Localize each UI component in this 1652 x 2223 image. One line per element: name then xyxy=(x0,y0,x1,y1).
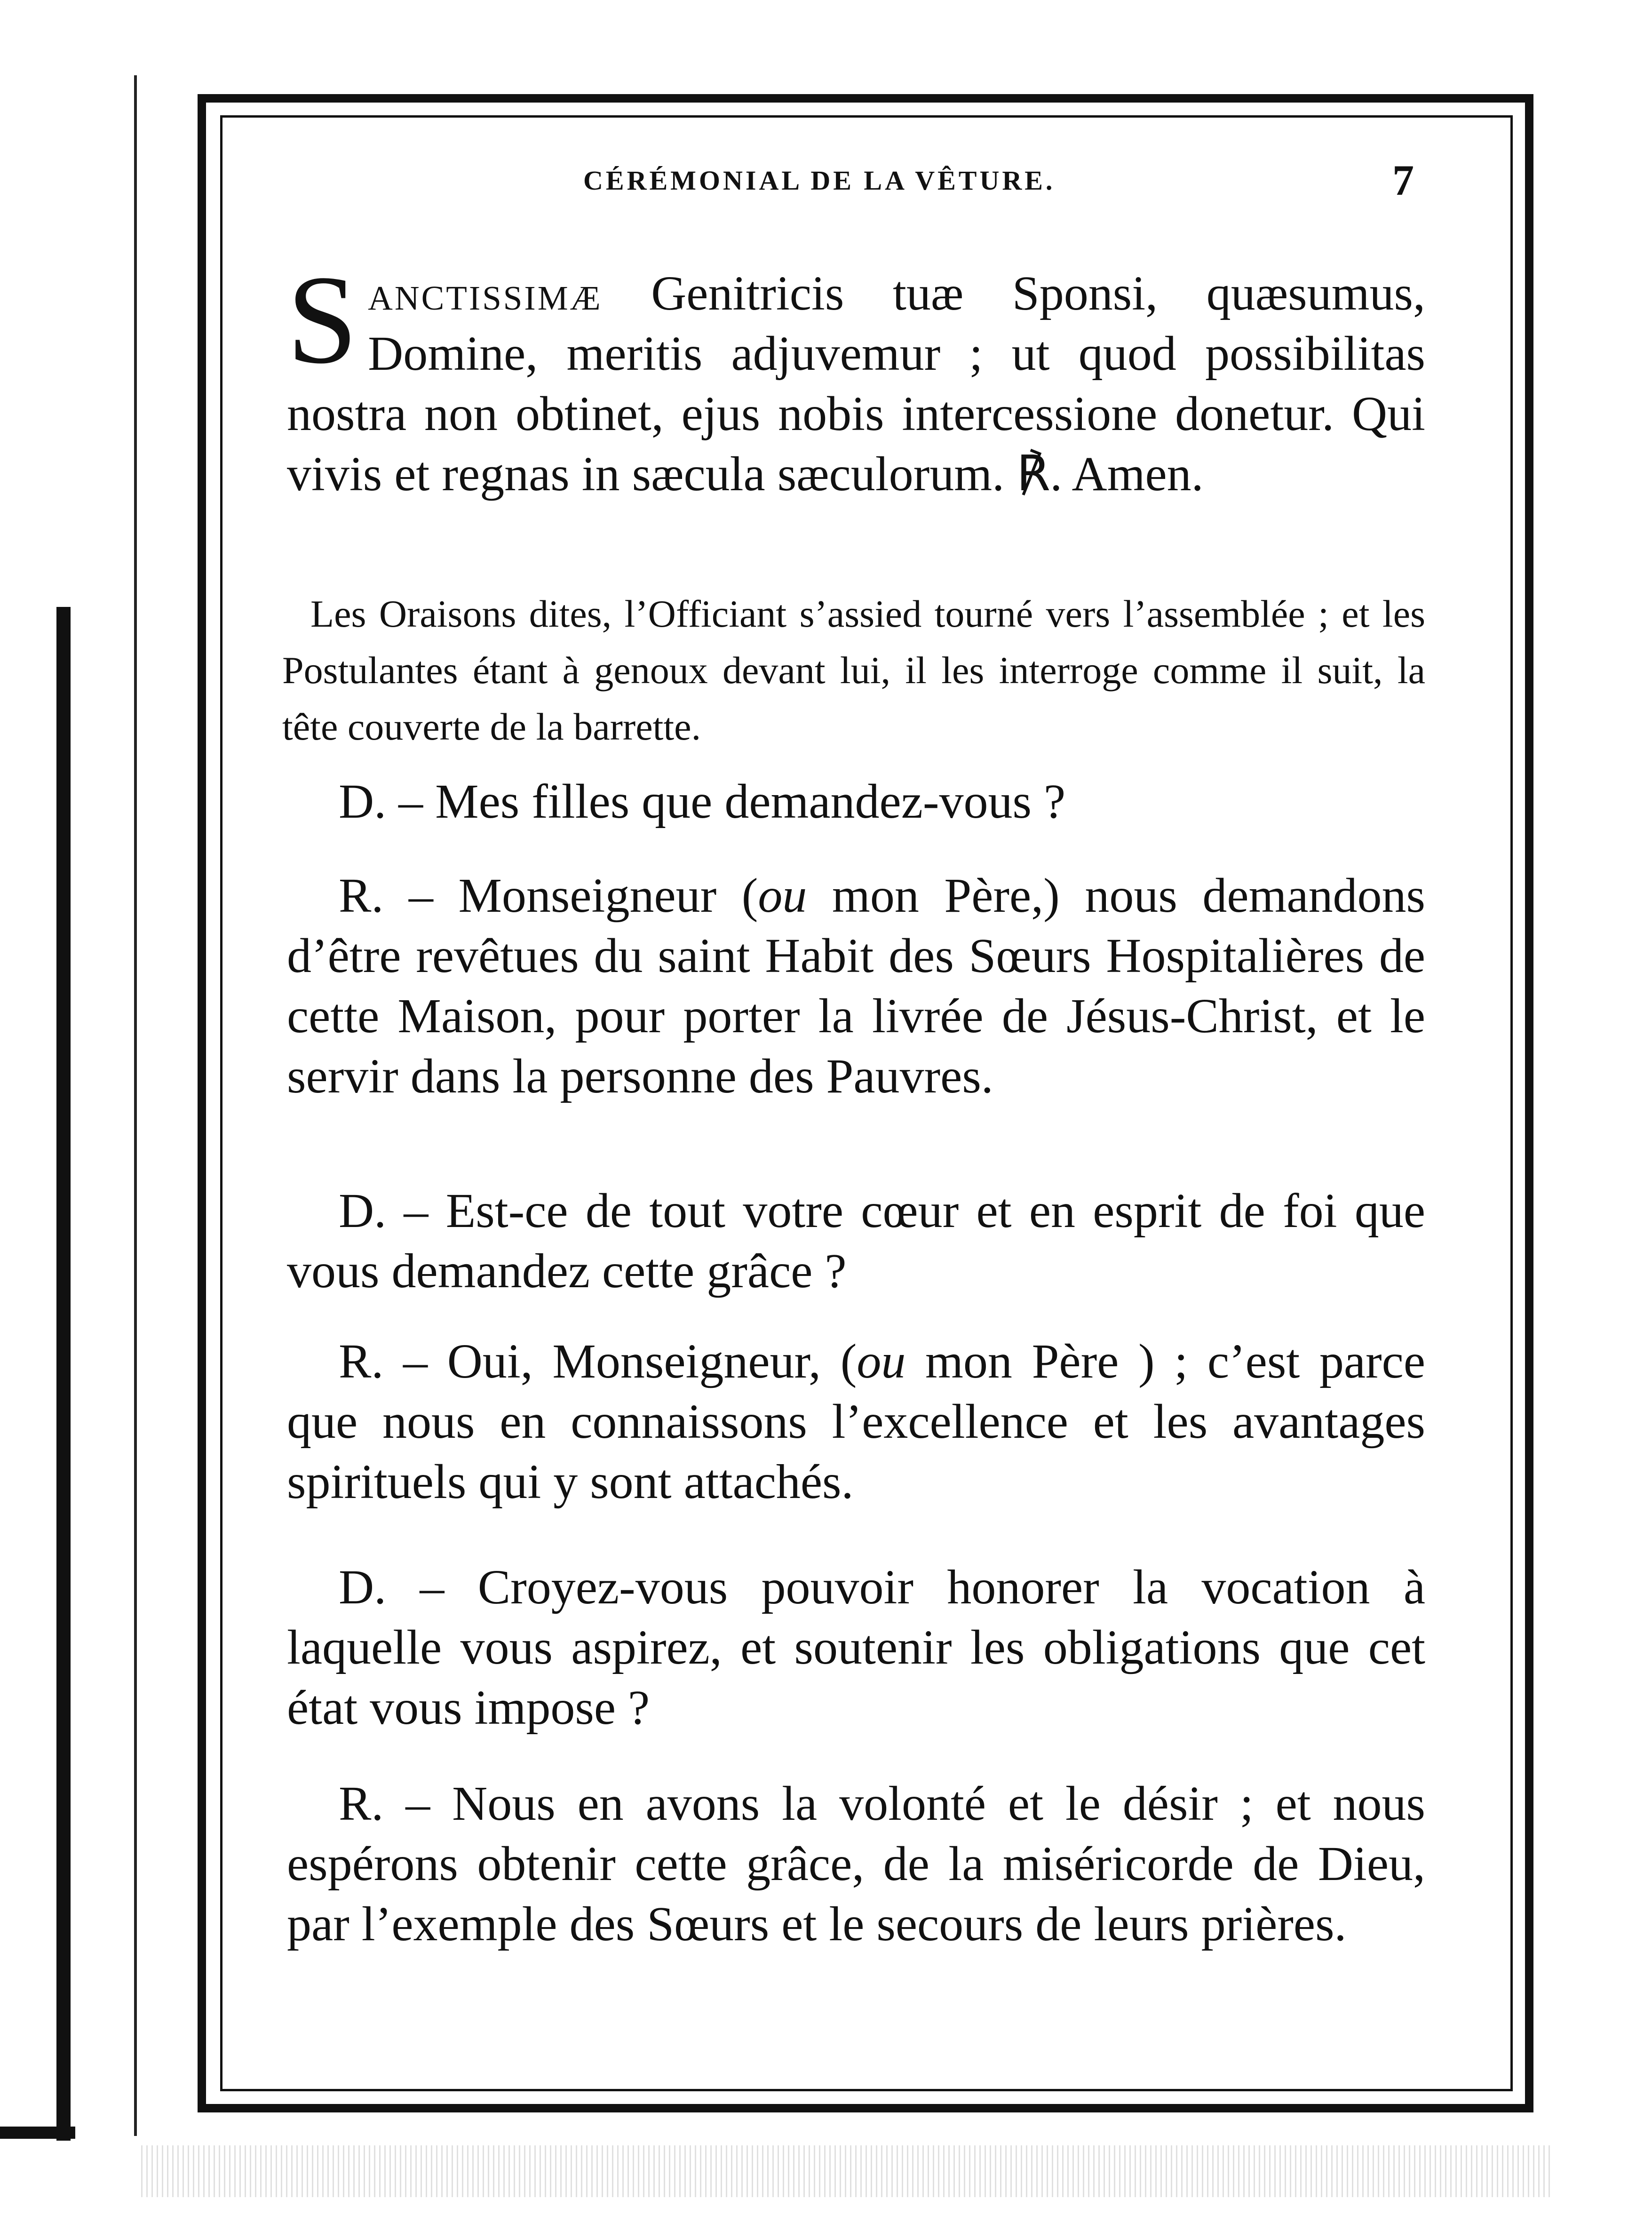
prayer-text: Genitricis tuæ Sponsi, quæsumus, Domine, meritis adjuvemur ; ut quod possibilitas nostra non obtinet, ejus nobis intercessione donetur. Qui vivis et regnas in sæcula sæculorum. ℟. Amen. xyxy=(287,266,1425,501)
dialogue-text: Nous en avons la volonté et le désir ; et nous espérons obtenir cette grâce, de la miséricorde de Dieu, par l’exemple des Sœurs et le secours de leurs prières. xyxy=(287,1777,1425,1951)
dialogue-line xyxy=(287,866,1425,1107)
dialogue-text: Mes filles que demandez-vous ? xyxy=(435,774,1066,829)
dialogue-text: Est-ce de tout votre cœur et en esprit de foi que vous demandez cette grâce ? xyxy=(287,1184,1426,1298)
dialogue-italic: ou xyxy=(758,868,807,923)
dialogue-line xyxy=(287,1331,1425,1512)
dialogue-text-after: mon Père,) nous demandons d’être revêtues du saint Habit des Sœurs Hospitalières de cette Maison, pour porter la livrée de Jésus-Christ, et le servir dans la personne des Pauvres. xyxy=(287,868,1426,1103)
dialogue-text-before: Oui, Monseigneur, ( xyxy=(447,1334,857,1388)
prayer-first-word: anctissimæ xyxy=(368,266,603,320)
rubric-paragraph: Les Oraisons dites, l’Officiant s’assied tourné vers l’assemblée ; et les Postulantes étant à genoux devant lui, il les interroge comme il suit, la tête couverte de la barrette. xyxy=(282,592,1425,748)
prayer-paragraph xyxy=(287,249,1425,504)
speaker-label: R. – xyxy=(339,1777,430,1831)
speaker-label: D. – xyxy=(339,1184,429,1238)
dropcap-letter: S xyxy=(287,249,358,390)
dialogue-text-after: mon Père ) ; c’est parce que nous en connaissons l’excellence et les avantages spirituels qui y sont attachés. xyxy=(287,1334,1425,1509)
dialogue-line xyxy=(287,1557,1425,1738)
speaker-label: D. – xyxy=(339,774,423,829)
dialogue-italic: ou xyxy=(857,1334,906,1388)
speaker-label: D. – xyxy=(339,1560,445,1614)
dialogue-text-before: Monseigneur ( xyxy=(458,868,758,923)
scan-edge-shadow xyxy=(56,607,71,2141)
speaker-label: R. – xyxy=(339,868,433,923)
running-header: CÉRÉMONIAL DE LA VÊTURE. xyxy=(583,165,1056,196)
dialogue-text: Croyez-vous pouvoir honorer la vocation à laquelle vous aspirez, et soutenir les obligations que cet état vous impose ? xyxy=(287,1560,1425,1735)
scan-noise xyxy=(141,2145,1552,2197)
dialogue-line xyxy=(287,1181,1425,1301)
scan-bottom-shadow xyxy=(0,2127,75,2139)
dialogue-line xyxy=(287,1774,1425,1954)
speaker-label: R. – xyxy=(339,1334,428,1388)
scan-edge-line xyxy=(134,75,137,2136)
dialogue-line xyxy=(287,772,1425,832)
page-number: 7 xyxy=(1392,156,1414,204)
